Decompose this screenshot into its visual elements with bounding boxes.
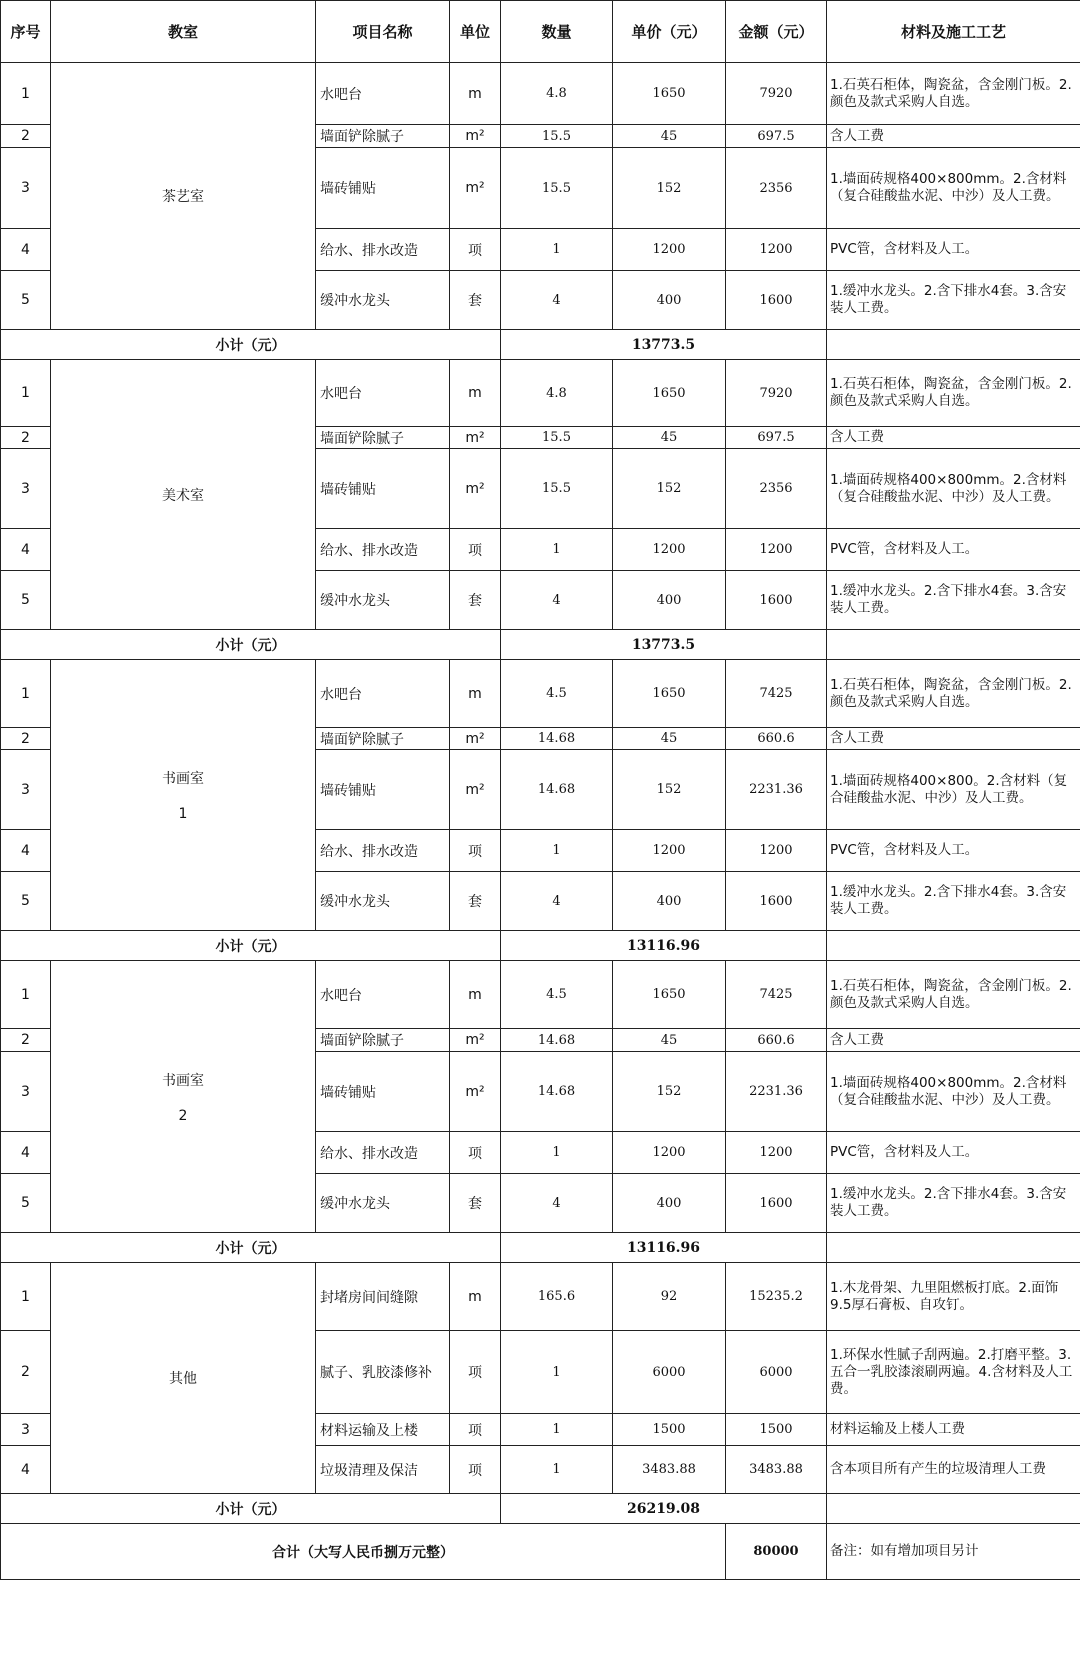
unit-cell: m² <box>450 1052 501 1132</box>
seq-cell: 3 <box>1 449 51 529</box>
amount-cell: 7920 <box>726 360 827 427</box>
material-cell: 1.墙面砖规格400×800。2.含材料（复合硅酸盐水泥、中沙）及人工费。 <box>827 750 1080 830</box>
price-cell: 1200 <box>613 529 726 571</box>
unit-cell: m² <box>450 125 501 148</box>
room-cell <box>51 1263 316 1494</box>
seq-cell: 1 <box>1 1263 51 1331</box>
price-cell: 6000 <box>613 1331 726 1414</box>
room-number: 1 <box>178 806 188 822</box>
price-cell: 152 <box>613 449 726 529</box>
room-cell <box>51 63 316 330</box>
item-name-cell: 水吧台 <box>316 63 450 125</box>
amount-cell: 1200 <box>726 1132 827 1174</box>
price-cell: 400 <box>613 271 726 330</box>
amount-cell: 2231.36 <box>726 750 827 830</box>
amount-cell: 15235.2 <box>726 1263 827 1331</box>
price-cell: 1650 <box>613 961 726 1029</box>
item-name-cell: 水吧台 <box>316 660 450 728</box>
unit-cell: 套 <box>450 571 501 630</box>
amount-cell: 3483.88 <box>726 1446 827 1494</box>
seq-cell: 1 <box>1 360 51 427</box>
seq-cell: 5 <box>1 571 51 630</box>
material-cell: 含人工费 <box>827 427 1080 449</box>
unit-cell: 套 <box>450 1174 501 1233</box>
unit-cell: 项 <box>450 529 501 571</box>
amount-cell: 2356 <box>726 449 827 529</box>
price-cell: 45 <box>613 728 726 750</box>
qty-cell: 15.5 <box>501 449 613 529</box>
material-cell: 1.石英石柜体，陶瓷盆，含金刚门板。2.颜色及款式采购人自选。 <box>827 961 1080 1029</box>
seq-cell: 3 <box>1 148 51 229</box>
qty-cell: 14.68 <box>501 1029 613 1052</box>
qty-cell: 1 <box>501 1446 613 1494</box>
total-amount: 80000 <box>726 1524 827 1580</box>
table-row <box>1 1263 1080 1331</box>
amount-cell: 2356 <box>726 148 827 229</box>
seq-cell: 4 <box>1 830 51 872</box>
material-cell: PVC管，含材料及人工。 <box>827 529 1080 571</box>
price-cell: 152 <box>613 148 726 229</box>
amount-cell: 1200 <box>726 529 827 571</box>
unit-cell: m <box>450 1263 501 1331</box>
subtotal-blank <box>827 931 1080 961</box>
price-cell: 1200 <box>613 229 726 271</box>
seq-cell: 5 <box>1 872 51 931</box>
qty-cell: 1 <box>501 1414 613 1446</box>
item-name-cell: 墙面铲除腻子 <box>316 125 450 148</box>
subtotal-row <box>1 630 1080 660</box>
item-name-cell: 给水、排水改造 <box>316 229 450 271</box>
seq-cell: 1 <box>1 63 51 125</box>
item-name-cell: 缓冲水龙头 <box>316 872 450 931</box>
unit-cell: 项 <box>450 1446 501 1494</box>
price-cell: 1650 <box>613 360 726 427</box>
item-name-cell: 封堵房间间缝隙 <box>316 1263 450 1331</box>
room-number: 2 <box>178 1107 188 1124</box>
material-cell: 1.石英石柜体，陶瓷盆，含金刚门板。2.颜色及款式采购人自选。 <box>827 660 1080 728</box>
amount-cell: 7425 <box>726 961 827 1029</box>
subtotal-label: 小计（元） <box>1 630 501 660</box>
header-unit: 单位 <box>450 1 501 63</box>
qty-cell: 15.5 <box>501 125 613 148</box>
header-material: 材料及施工工艺 <box>827 1 1080 63</box>
unit-cell: 项 <box>450 229 501 271</box>
seq-cell: 4 <box>1 1132 51 1174</box>
amount-cell: 697.5 <box>726 125 827 148</box>
item-name-cell: 缓冲水龙头 <box>316 271 450 330</box>
material-cell: 含人工费 <box>827 1029 1080 1052</box>
subtotal-row <box>1 1233 1080 1263</box>
seq-cell: 1 <box>1 961 51 1029</box>
amount-cell: 660.6 <box>726 728 827 750</box>
subtotal-label: 小计（元） <box>1 1233 501 1263</box>
material-cell: 1.石英石柜体，陶瓷盆，含金刚门板。2.颜色及款式采购人自选。 <box>827 360 1080 427</box>
item-name-cell: 墙面铲除腻子 <box>316 728 450 750</box>
material-cell: PVC管，含材料及人工。 <box>827 830 1080 872</box>
amount-cell: 660.6 <box>726 1029 827 1052</box>
subtotal-label: 小计（元） <box>1 931 501 961</box>
material-cell: 1.墙面砖规格400×800mm。2.含材料（复合硅酸盐水泥、中沙）及人工费。 <box>827 1052 1080 1132</box>
qty-cell: 4 <box>501 1174 613 1233</box>
qty-cell: 1 <box>501 529 613 571</box>
material-cell: 含本项目所有产生的垃圾清理人工费 <box>827 1446 1080 1494</box>
material-cell: 1.墙面砖规格400×800mm。2.含材料（复合硅酸盐水泥、中沙）及人工费。 <box>827 148 1080 229</box>
amount-cell: 1600 <box>726 271 827 330</box>
room-cell <box>51 660 316 931</box>
price-cell: 45 <box>613 427 726 449</box>
qty-cell: 4 <box>501 571 613 630</box>
subtotal-blank <box>827 330 1080 360</box>
item-name-cell: 墙面铲除腻子 <box>316 1029 450 1052</box>
qty-cell: 4.5 <box>501 660 613 728</box>
item-name-cell: 缓冲水龙头 <box>316 571 450 630</box>
room-name: 书画室 <box>162 1072 204 1089</box>
material-cell: 含人工费 <box>827 728 1080 750</box>
item-name-cell: 墙砖铺贴 <box>316 148 450 229</box>
total-label: 合计（大写人民币捌万元整） <box>1 1524 726 1580</box>
header-amount: 金额（元） <box>726 1 827 63</box>
price-cell: 1200 <box>613 1132 726 1174</box>
item-name-cell: 墙砖铺贴 <box>316 449 450 529</box>
material-cell: 1.缓冲水龙头。2.含下排水4套。3.含安装人工费。 <box>827 872 1080 931</box>
subtotal-row <box>1 1494 1080 1524</box>
price-cell: 152 <box>613 1052 726 1132</box>
amount-cell: 1200 <box>726 229 827 271</box>
table-row <box>1 660 1080 728</box>
qty-cell: 1 <box>501 1331 613 1414</box>
qty-cell: 1 <box>501 830 613 872</box>
subtotal-label: 小计（元） <box>1 330 501 360</box>
subtotal-value: 13116.96 <box>501 1233 827 1263</box>
item-name-cell: 水吧台 <box>316 961 450 1029</box>
qty-cell: 15.5 <box>501 427 613 449</box>
unit-cell: 项 <box>450 1414 501 1446</box>
price-cell: 3483.88 <box>613 1446 726 1494</box>
item-name-cell: 垃圾清理及保洁 <box>316 1446 450 1494</box>
amount-cell: 6000 <box>726 1331 827 1414</box>
price-cell: 1650 <box>613 63 726 125</box>
qty-cell: 4 <box>501 872 613 931</box>
amount-cell: 1500 <box>726 1414 827 1446</box>
seq-cell: 5 <box>1 1174 51 1233</box>
table-row <box>1 63 1080 125</box>
amount-cell: 2231.36 <box>726 1052 827 1132</box>
material-cell: 含人工费 <box>827 125 1080 148</box>
unit-cell: 项 <box>450 1331 501 1414</box>
amount-cell: 7425 <box>726 660 827 728</box>
room-name: 美术室 <box>162 487 204 504</box>
material-cell: PVC管，含材料及人工。 <box>827 229 1080 271</box>
seq-cell: 4 <box>1 1446 51 1494</box>
subtotal-blank <box>827 1233 1080 1263</box>
seq-cell: 3 <box>1 750 51 830</box>
unit-cell: m <box>450 360 501 427</box>
header-price: 单价（元） <box>613 1 726 63</box>
header-seq: 序号 <box>1 1 51 63</box>
price-cell: 1200 <box>613 830 726 872</box>
unit-cell: m² <box>450 1029 501 1052</box>
material-cell: PVC管，含材料及人工。 <box>827 1132 1080 1174</box>
seq-cell: 2 <box>1 125 51 148</box>
price-cell: 400 <box>613 872 726 931</box>
room-name: 茶艺室 <box>162 189 204 205</box>
material-cell: 1.缓冲水龙头。2.含下排水4套。3.含安装人工费。 <box>827 571 1080 630</box>
price-cell: 92 <box>613 1263 726 1331</box>
material-cell: 1.石英石柜体，陶瓷盆，含金刚门板。2.颜色及款式采购人自选。 <box>827 63 1080 125</box>
item-name-cell: 墙砖铺贴 <box>316 1052 450 1132</box>
header-room: 教室 <box>51 1 316 63</box>
item-name-cell: 缓冲水龙头 <box>316 1174 450 1233</box>
price-cell: 400 <box>613 1174 726 1233</box>
qty-cell: 165.6 <box>501 1263 613 1331</box>
unit-cell: 项 <box>450 1132 501 1174</box>
subtotal-value: 13773.5 <box>501 330 827 360</box>
unit-cell: 套 <box>450 271 501 330</box>
unit-cell: m² <box>450 750 501 830</box>
price-cell: 152 <box>613 750 726 830</box>
unit-cell: 套 <box>450 872 501 931</box>
total-row <box>1 1524 1080 1580</box>
price-cell: 1650 <box>613 660 726 728</box>
amount-cell: 1600 <box>726 571 827 630</box>
seq-cell: 5 <box>1 271 51 330</box>
amount-cell: 1200 <box>726 830 827 872</box>
unit-cell: m² <box>450 148 501 229</box>
subtotal-row <box>1 330 1080 360</box>
qty-cell: 4.8 <box>501 360 613 427</box>
price-cell: 45 <box>613 125 726 148</box>
seq-cell: 1 <box>1 660 51 728</box>
qty-cell: 4.5 <box>501 961 613 1029</box>
seq-cell: 2 <box>1 1029 51 1052</box>
header-item: 项目名称 <box>316 1 450 63</box>
amount-cell: 1600 <box>726 1174 827 1233</box>
item-name-cell: 墙砖铺贴 <box>316 750 450 830</box>
material-cell: 1.缓冲水龙头。2.含下排水4套。3.含安装人工费。 <box>827 1174 1080 1233</box>
material-cell: 材料运输及上楼人工费 <box>827 1414 1080 1446</box>
qty-cell: 1 <box>501 1132 613 1174</box>
item-name-cell: 腻子、乳胶漆修补 <box>316 1331 450 1414</box>
unit-cell: m <box>450 961 501 1029</box>
qty-cell: 15.5 <box>501 148 613 229</box>
seq-cell: 2 <box>1 728 51 750</box>
qty-cell: 4.8 <box>501 63 613 125</box>
unit-cell: m <box>450 660 501 728</box>
amount-cell: 697.5 <box>726 427 827 449</box>
price-cell: 45 <box>613 1029 726 1052</box>
total-note: 备注：如有增加项目另计 <box>827 1524 1080 1580</box>
item-name-cell: 墙面铲除腻子 <box>316 427 450 449</box>
table-row <box>1 961 1080 1029</box>
seq-cell: 4 <box>1 229 51 271</box>
room-name: 书画室 <box>162 771 204 787</box>
seq-cell: 4 <box>1 529 51 571</box>
seq-cell: 2 <box>1 1331 51 1414</box>
table-row <box>1 360 1080 427</box>
item-name-cell: 水吧台 <box>316 360 450 427</box>
price-cell: 400 <box>613 571 726 630</box>
subtotal-value: 13773.5 <box>501 630 827 660</box>
qty-cell: 4 <box>501 271 613 330</box>
qty-cell: 14.68 <box>501 1052 613 1132</box>
subtotal-blank <box>827 1494 1080 1524</box>
header-qty: 数量 <box>501 1 613 63</box>
material-cell: 1.墙面砖规格400×800mm。2.含材料（复合硅酸盐水泥、中沙）及人工费。 <box>827 449 1080 529</box>
subtotal-row <box>1 931 1080 961</box>
qty-cell: 14.68 <box>501 728 613 750</box>
material-cell: 1.缓冲水龙头。2.含下排水4套。3.含安装人工费。 <box>827 271 1080 330</box>
room-cell <box>51 360 316 630</box>
seq-cell: 2 <box>1 427 51 449</box>
subtotal-value: 26219.08 <box>501 1494 827 1524</box>
room-name: 其他 <box>169 1371 197 1387</box>
item-name-cell: 给水、排水改造 <box>316 1132 450 1174</box>
unit-cell: m² <box>450 449 501 529</box>
subtotal-blank <box>827 630 1080 660</box>
price-cell: 1500 <box>613 1414 726 1446</box>
qty-cell: 14.68 <box>501 750 613 830</box>
seq-cell: 3 <box>1 1052 51 1132</box>
unit-cell: m² <box>450 427 501 449</box>
material-cell: 1.木龙骨架、九里阻燃板打底。2.面饰9.5厚石膏板、自攻钉。 <box>827 1263 1080 1331</box>
amount-cell: 1600 <box>726 872 827 931</box>
subtotal-label: 小计（元） <box>1 1494 501 1524</box>
header-row <box>1 1 1080 63</box>
item-name-cell: 给水、排水改造 <box>316 830 450 872</box>
unit-cell: m <box>450 63 501 125</box>
seq-cell: 3 <box>1 1414 51 1446</box>
unit-cell: m² <box>450 728 501 750</box>
amount-cell: 7920 <box>726 63 827 125</box>
item-name-cell: 材料运输及上楼 <box>316 1414 450 1446</box>
subtotal-value: 13116.96 <box>501 931 827 961</box>
qty-cell: 1 <box>501 229 613 271</box>
item-name-cell: 给水、排水改造 <box>316 529 450 571</box>
unit-cell: 项 <box>450 830 501 872</box>
room-cell <box>51 961 316 1233</box>
material-cell: 1.环保水性腻子刮两遍。2.打磨平整。3.五合一乳胶漆滚刷两遍。4.含材料及人工费。 <box>827 1331 1080 1414</box>
